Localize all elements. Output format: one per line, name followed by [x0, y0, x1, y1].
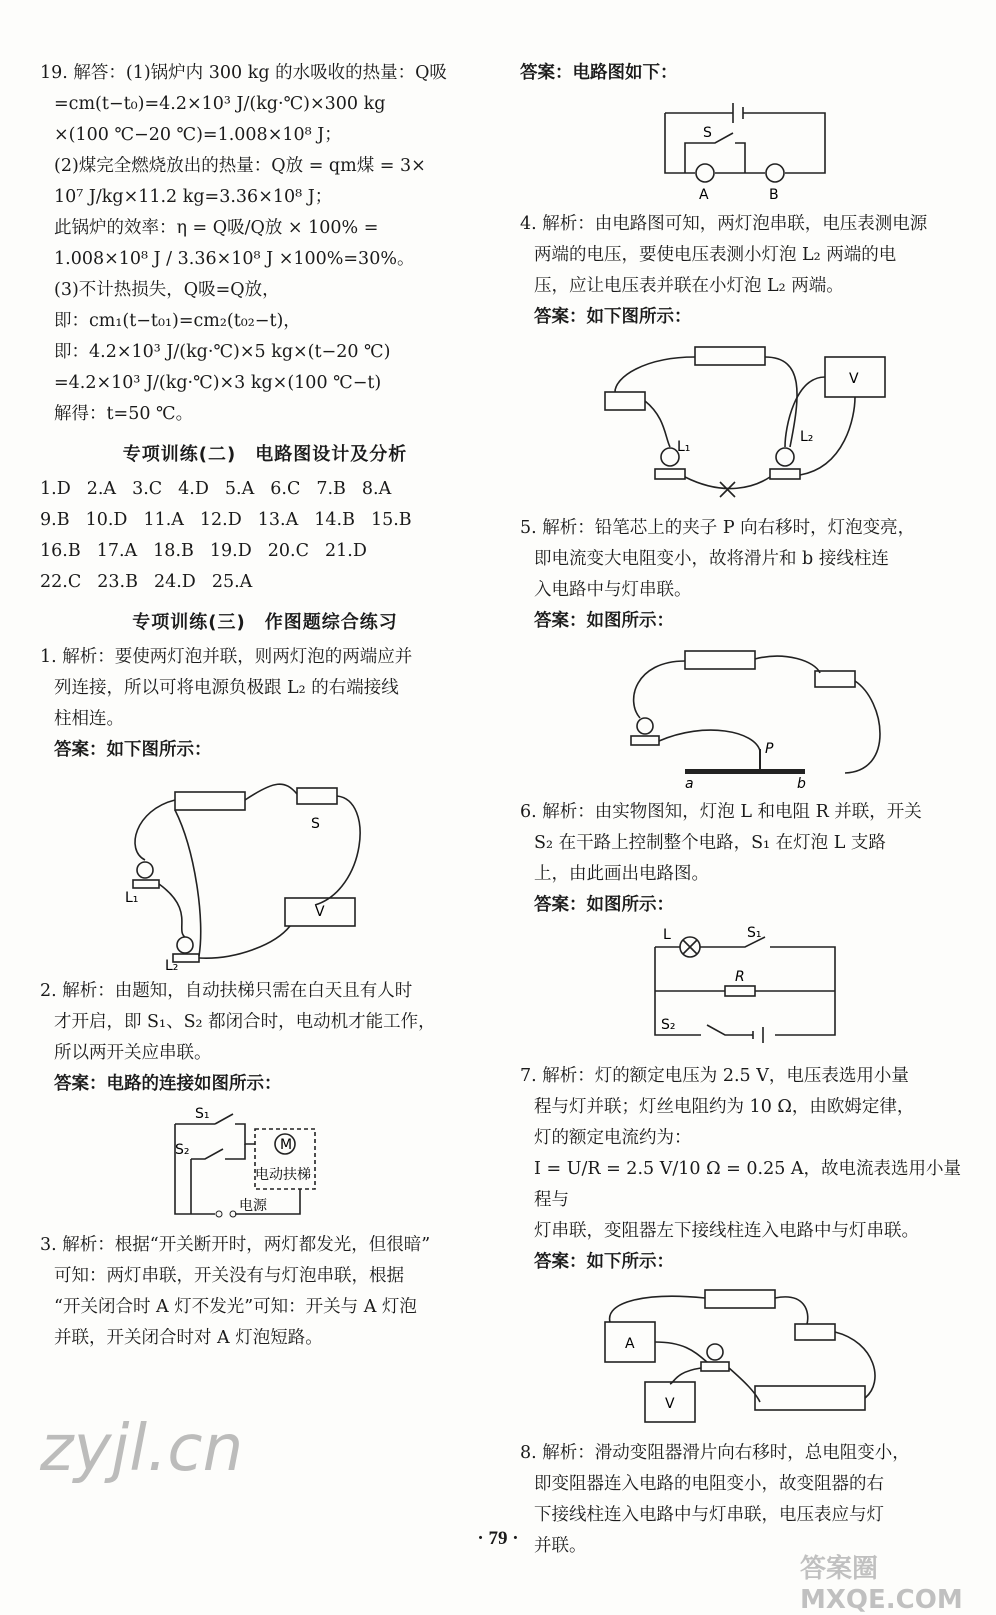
q1-line: 列连接，所以可将电源负极跟 L₂ 的右端接线: [54, 678, 399, 698]
q5-line: 入电路中与灯串联。: [534, 580, 692, 600]
answer: 10.D: [85, 510, 128, 530]
q8-line: 下接线柱连入电路中与灯串联，电压表应与灯: [534, 1505, 884, 1525]
answer: 16.B: [40, 541, 81, 561]
answer: 23.B: [97, 572, 138, 592]
label-s: S: [311, 816, 320, 832]
bulb-b-icon: [766, 164, 784, 182]
answer: 3.C: [132, 479, 163, 499]
q19-line: (3)不计热损失，Q吸=Q放，: [54, 280, 280, 300]
q7-line: 灯串联，变阻器左下接线柱连入电路中与灯串联。: [534, 1221, 919, 1241]
q1-line: 柱相连。: [54, 709, 124, 729]
label-v: V: [315, 904, 325, 920]
battery-icon: [695, 347, 765, 365]
answer: 25.A: [211, 572, 253, 592]
watermark-logo: zyjl.cn: [40, 1412, 244, 1486]
answer-row: [40, 505, 490, 536]
switch-icon: [297, 788, 337, 804]
q2-line: 2. 解析：由题知，自动扶梯只需在白天且有人时: [40, 981, 413, 1001]
q5-line: 即电流变大电阻变小，故将滑片和 b 接线柱连: [534, 549, 889, 569]
answer: 4.D: [178, 479, 209, 499]
q4-line: 两端的电压，要使电压表测小灯泡 L₂ 两端的电: [534, 245, 897, 265]
answer: 8.A: [361, 479, 392, 499]
battery-icon: [705, 1290, 775, 1308]
q7-line: I = U/R = 2.5 V/10 Ω = 0.25 A，故电流表选用小量程与: [534, 1159, 962, 1210]
switch-icon: [795, 1324, 835, 1340]
label-motor: M: [280, 1137, 293, 1153]
q7-line: 7. 解析：灯的额定电压为 2.5 V，电压表选用小量: [520, 1066, 909, 1086]
answer: 12.D: [199, 510, 242, 530]
rheostat-icon: [755, 1386, 865, 1410]
q7-answer: 答案：如下所示：: [534, 1252, 674, 1272]
label-source: 电源: [239, 1198, 267, 1214]
left-column: [40, 58, 490, 1354]
q3-line: 并联，开关闭合时对 A 灯泡短路。: [54, 1328, 323, 1348]
q8-line: 并联。: [534, 1536, 587, 1556]
q6-answer: 答案：如图所示：: [534, 895, 674, 915]
answer: 17.A: [96, 541, 138, 561]
q1-circuit-figure: [115, 770, 415, 970]
answer: 22.C: [40, 572, 82, 592]
label-a: a: [685, 776, 694, 791]
label-escalator: 电动扶梯: [255, 1167, 311, 1183]
label-a: A: [699, 187, 709, 203]
bulb-icon: [637, 718, 653, 734]
resistor-icon: [725, 986, 755, 996]
q3-line: “开关闭合时 A 灯不发光”可知：开关与 A 灯泡: [54, 1297, 417, 1317]
label-a: A: [625, 1336, 635, 1352]
bulb-icon: [137, 862, 153, 878]
q19-line: 10⁷ J/kg×11.2 kg=3.36×10⁸ J；: [54, 187, 333, 207]
answer-row: [40, 474, 490, 505]
q6-circuit-figure: [635, 925, 855, 1055]
pencil-lead: [685, 769, 805, 774]
section-title: 专项训练(二) 电路图设计及分析: [122, 444, 408, 465]
label-s2: S₂: [175, 1142, 190, 1158]
label-s1: S₁: [747, 925, 762, 941]
q1-answer: 答案：如下图所示：: [54, 740, 212, 760]
answer: 1.D: [40, 479, 71, 499]
q2-circuit-figure: [155, 1104, 375, 1224]
q5-line: 5. 解析：铅笔芯上的夹子 P 向右移时，灯泡变亮，: [520, 518, 916, 538]
answer: 24.D: [153, 572, 196, 592]
q1-line: 1. 解析：要使两灯泡并联，则两灯泡的两端应并: [40, 647, 413, 667]
label-l1: L₁: [125, 890, 139, 906]
label-b: B: [769, 187, 779, 203]
q19-line: 1.008×10⁸ J / 3.36×10⁸ J ×100%=30%。: [54, 249, 415, 269]
battery-icon: [685, 651, 755, 669]
q4-line: 4. 解析：由电路图可知，两灯泡串联，电压表测电源: [520, 214, 928, 234]
q8-line: 即变阻器连入电路的电阻变小，故变阻器的右: [534, 1474, 884, 1494]
q7-line: 程与灯并联；灯丝电阻约为 10 Ω，由欧姆定律，: [534, 1097, 915, 1117]
q8-line: 8. 解析：滑动变阻器滑片向右移时，总电阻变小，: [520, 1443, 910, 1463]
q3-answer: 答案：电路图如下：: [520, 63, 678, 83]
label-s2: S₂: [661, 1017, 676, 1033]
answer: 18.B: [153, 541, 194, 561]
bulb-icon: [177, 937, 193, 953]
q19-line: 19. 解答：(1)锅炉内 300 kg 的水吸收的热量：Q吸: [40, 63, 447, 83]
q19-line: 此锅炉的效率：η = Q吸/Q放 × 100% =: [54, 218, 379, 238]
answer: 13.A: [257, 510, 299, 530]
answer: 14.B: [314, 510, 355, 530]
q7-circuit-figure: [585, 1282, 905, 1432]
label-r: R: [735, 969, 745, 985]
label-s: S: [703, 125, 712, 141]
q19-line: (2)煤完全燃烧放出的热量：Q放 = qm煤 = 3×: [54, 156, 426, 176]
section-title: 专项训练(三) 作图题综合练习: [132, 612, 398, 633]
answer: 11.A: [143, 510, 184, 530]
bulb-icon: [707, 1344, 723, 1360]
q2-line: 所以两开关应串联。: [54, 1043, 212, 1063]
q19-line: =cm(t−t₀)=4.2×10³ J/(kg·℃)×300 kg: [54, 94, 386, 114]
q19-line: ×(100 ℃−20 ℃)=1.008×10⁸ J；: [54, 125, 342, 145]
answer-row: [40, 536, 490, 567]
q5-circuit-figure: [585, 641, 905, 791]
q19-line: 解得：t=50 ℃。: [54, 404, 194, 424]
answer-row: [40, 567, 490, 598]
switch-icon: [605, 392, 645, 410]
q3-circuit-figure: [645, 93, 845, 203]
bulb-a-icon: [696, 164, 714, 182]
answer: 21.D: [324, 541, 367, 561]
q2-answer: 答案：电路的连接如图所示：: [54, 1074, 282, 1094]
watermark-corner: 答案圈 MXQE.COM: [800, 1554, 963, 1615]
answer: 9.B: [40, 510, 70, 530]
q4-circuit-figure: [585, 337, 905, 507]
switch-icon: [815, 671, 855, 687]
q6-line: 上，由此画出电路图。: [534, 864, 709, 884]
label-v: V: [665, 1396, 675, 1412]
q19-line: 即：cm₁(t−t₀₁)=cm₂(t₀₂−t)，: [54, 311, 301, 331]
label-s1: S₁: [195, 1106, 210, 1122]
q19-block: [40, 58, 490, 430]
label-v: V: [849, 371, 859, 387]
battery-icon: [175, 792, 245, 810]
q3-line: 3. 解析：根据“开关断开时，两灯都发光，但很暗”: [40, 1235, 431, 1255]
answer: 2.A: [86, 479, 117, 499]
label-l1: L₁: [677, 439, 691, 455]
label-b: b: [797, 776, 806, 791]
answer: 19.D: [209, 541, 252, 561]
q6-line: 6. 解析：由实物图知，灯泡 L 和电阻 R 并联，开关: [520, 802, 922, 822]
right-column: [520, 58, 970, 1562]
q19-line: =4.2×10³ J/(kg·℃)×3 kg×(100 ℃−t): [54, 373, 382, 393]
answer: 15.B: [370, 510, 412, 530]
answer: 20.C: [267, 541, 309, 561]
label-l2: L₂: [165, 958, 179, 970]
page-number: · 79 ·: [477, 1528, 519, 1549]
q4-line: 压，应让电压表并联在小灯泡 L₂ 两端。: [534, 276, 844, 296]
q6-line: S₂ 在干路上控制整个电路，S₁ 在灯泡 L 支路: [534, 833, 886, 853]
answer: 5.A: [224, 479, 255, 499]
answer-key: [40, 474, 490, 598]
q4-answer: 答案：如下图所示：: [534, 307, 692, 327]
q2-line: 才开启，即 S₁、S₂ 都闭合时，电动机才能工作，: [54, 1012, 436, 1032]
label-l2: L₂: [800, 429, 814, 445]
q19-line: 即：4.2×10³ J/(kg·℃)×5 kg×(t−20 ℃): [54, 342, 391, 362]
bulb-l2-icon: [776, 448, 794, 466]
answer: 6.C: [270, 479, 301, 499]
q7-line: 灯的额定电流约为：: [534, 1128, 692, 1148]
q3-line: 可知：两灯串联，开关没有与灯泡串联，根据: [54, 1266, 404, 1286]
answer: 7.B: [316, 479, 346, 499]
label-l: L: [663, 927, 671, 943]
q5-answer: 答案：如图所示：: [534, 611, 674, 631]
label-p: P: [765, 741, 774, 757]
